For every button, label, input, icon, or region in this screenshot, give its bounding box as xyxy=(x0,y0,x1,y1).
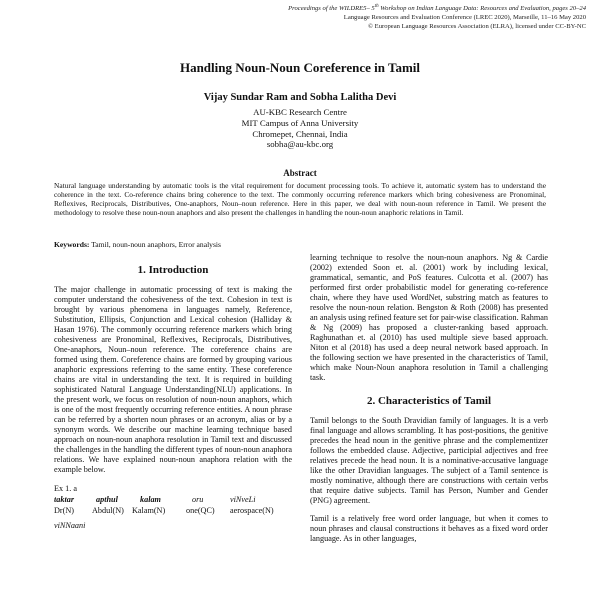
example-gloss: Dr(N) xyxy=(54,506,75,515)
header-line-2: Language Resources and Evaluation Conference (LREC 2020), Marseille, 11–16 May 2020 xyxy=(343,14,586,22)
affiliation-line: AU-KBC Research Centre xyxy=(253,107,347,117)
example-tamil-line xyxy=(54,494,292,505)
word-order-paragraph: Tamil is a relatively free word order language, but when it comes to noun phrases and clausal constructions it behaves as a fixed word order language. As in other languages, xyxy=(310,514,548,543)
example-block xyxy=(54,483,292,531)
example-word: apthul xyxy=(96,495,118,504)
keywords-label: Keywords: xyxy=(54,240,90,249)
related-work-paragraph: learning technique to resolve the noun-noun anaphors. Ng & Cardie (2002) extended Soon et. al. (2001) work by including lexical, grammatical, semantic, and PoS features. Culcotta et al. (2007) has performed first order probabilistic model for generating co-reference chain, where they have used WordNet, substring match as features to resolve the noun-noun relation. Bengston & Roth (2008) has presented an analysis using refined feature set for pair-wise classification. Rahman & Ng (2009) has proposed a cluster-ranking based approach. Raghunathan et. al (2010) has used multiple sieve based approach. Niton et al (2018) has used a deep neural network based approach. In the following section we have presented in the characteristics of Tamil, which make Noun-Noun anaphora resolution in Tamil a challenging task. xyxy=(310,253,548,382)
affiliation-block xyxy=(0,107,600,150)
example-gloss: one(QC) xyxy=(186,506,215,515)
proceedings-header xyxy=(256,2,586,31)
keywords-text: Tamil, noun-noun anaphors, Error analysis xyxy=(89,240,221,249)
paper-authors: Vijay Sundar Ram and Sobha Lalitha Devi xyxy=(203,92,397,103)
header-line-3: © European Language Resources Association (ELRA), licensed under CC-BY-NC xyxy=(368,23,586,31)
section-heading-introduction: 1. Introduction xyxy=(137,264,209,276)
example-word: oru xyxy=(192,495,204,504)
example-word: kalam xyxy=(140,495,161,504)
abstract-text: Natural language understanding by automatic tools is the vital requirement for document processing tools. To achieve it, automatic system has to understand the coherence in the text. Co-reference chains bring coherence to the text. The commonly occurring reference markers which bring cohesiveness are Pronominal, Reflexives, Reciprocals, Distributives, One-anaphors, Noun–noun reference. Here in this paper, we deal with noun-noun reference in Tamil. We present the methodology to resolve these noun-noun anaphors and also present the challenges in handling the noun-noun anaphoric relations in Tamil. xyxy=(54,181,546,217)
example-gloss-line xyxy=(54,505,292,516)
example-word: viNveLi xyxy=(230,495,256,504)
section-heading-characteristics: 2. Characteristics of Tamil xyxy=(366,395,492,407)
example-gloss: Kalam(N) xyxy=(132,506,166,515)
right-column xyxy=(310,253,548,552)
example-gloss: Abdul(N) xyxy=(92,506,124,515)
introduction-paragraph: The major challenge in automatic processing of text is making the computer understand the cohesiveness of the text. Cohesion in text is brought by various phenomena in languages namely, Reference, Substitution, Ellipsis, Conjunction and Lexical cohesion (Halliday & Hasan 1976). The commonly occurring reference markers which bring cohesiveness are Pronominal, Reflexives, Reciprocals, Distributives, One-anaphors, Noun–noun reference. The coreference chains are formed using them. Coreference chains are formed by grouping various anaphoric expressions referring to the same entity. These coreference chains are vital in understanding the text. It is required in building sophisticated Natural Language Understanding(NLU) applications. In the present work, we focus on resolution of noun-noun anaphors, which is one of the most frequently occurring reference entities. A noun phrase can be referred by a shorten noun phrases or an acronym, alias or by a synonym words. We describe our machine learning technique based approach on noun-noun anaphora resolution in Tamil text and discussed the challenges in the handling the different types of noun-noun anaphora relations. We have explained noun-noun anaphora relation with the example below. xyxy=(54,285,292,474)
example-label: Ex 1. a xyxy=(54,484,77,493)
header-line-1 xyxy=(256,2,586,13)
affiliation-line: Chromepet, Chennai, India xyxy=(252,128,348,139)
header-line-1-pre: Proceedings of the WILDRE5– 5 xyxy=(288,5,375,13)
example-tamil-line-2: viNNaani xyxy=(54,521,86,530)
characteristics-paragraph: Tamil belongs to the South Dravidian family of languages. It is a verb final language and allows scrambling. It has post-positions, the genitive precedes the head noun in the genitive phrase and the complementizer follows the embedded clause. Adjective, participial adjectives and free relatives precede the head noun. It is a nominative-accusative language like the other Dravidian languages. The subject of a Tamil sentence is mostly nominative, although there are constructions with certain verbs that require dative subjects. Tamil has Person, Number and Gender (PNG) agreement. xyxy=(310,416,548,505)
example-gloss: aerospace(N) xyxy=(230,506,274,515)
example-word: taktar xyxy=(54,495,75,504)
paper-title: Handling Noun-Noun Coreference in Tamil xyxy=(179,60,421,75)
affiliation-line: MIT Campus of Anna University xyxy=(241,117,359,128)
abstract-heading: Abstract xyxy=(283,168,317,178)
header-line-1-sup: th xyxy=(374,4,379,9)
header-line-1-post: Workshop on Indian Language Data: Resources and Evaluation, pages 20–24 xyxy=(378,5,586,13)
left-column xyxy=(54,253,292,531)
author-email: sobha@au-kbc.org xyxy=(266,139,334,150)
keywords xyxy=(54,240,314,249)
